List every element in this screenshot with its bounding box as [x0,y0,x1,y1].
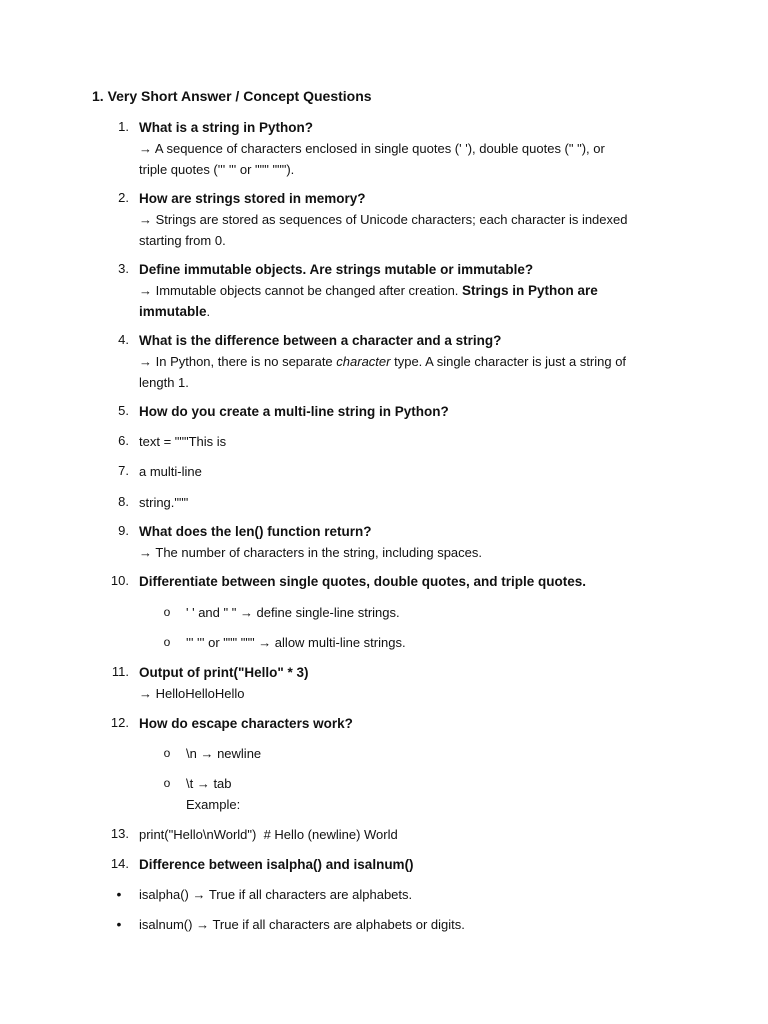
question-text: How do you create a multi-line string in Python? [139,404,449,419]
question-text: Output of print("Hello" * 3) [139,665,309,680]
answer-text: → In Python, there is no separate [139,354,337,369]
question-text: What is the difference between a character and a string? [139,333,502,348]
answer-line: triple quotes (''' ''' or """ """). [139,162,295,177]
sub-marker: o [163,635,171,649]
sub-text: \t → tab [186,776,232,791]
answer-text: → Immutable objects cannot be changed after creation. [139,283,463,298]
answer-italic: character [336,354,391,369]
item-number: 3. [118,261,129,276]
bullet-marker: • [116,916,122,932]
answer-line: → HelloHelloHello [139,686,245,701]
question-text: Difference between isalpha() and isalnum() [139,857,414,872]
answer-text: type. A single character is just a string of [390,354,627,369]
section-heading: 1. Very Short Answer / Concept Questions [92,88,372,104]
item-number: 5. [118,403,129,418]
answer-line [139,301,699,322]
code-line: a multi-line [139,464,202,479]
answer-line: → A sequence of characters enclosed in single quotes (' '), double quotes (" "), or [139,141,605,156]
answer-emphasis: immutable [139,304,207,319]
answer-text: . [206,304,211,319]
sub-marker: o [163,776,171,790]
question-text: What is a string in Python? [139,120,314,135]
item-number: 7. [118,463,129,478]
sub-text: ' ' and " " → define single-line strings. [186,605,400,620]
bullet-text: isalpha() → True if all characters are alphabets. [139,887,413,902]
question-text: What does the len() function return? [139,524,372,539]
item-number: 12. [110,715,129,730]
item-number: 14. [110,856,129,871]
question-text: How do escape characters work? [139,716,353,731]
answer-line [139,351,699,372]
item-number: 1. [118,119,129,134]
item-number: 9. [118,523,129,538]
item-number: 11. [111,664,129,679]
bullet-marker: • [116,886,122,902]
answer-line: → The number of characters in the string, including spaces. [139,545,482,560]
item-number: 10. [110,573,129,588]
answer-line: → Strings are stored as sequences of Unicode characters; each character is indexed [139,212,628,227]
item-number: 6. [118,433,129,448]
answer-line: length 1. [139,375,189,390]
item-number: 13. [110,826,129,841]
code-line: text = """This is [139,434,227,449]
code-line: string.""" [139,495,189,510]
sub-marker: o [163,605,171,619]
answer-line: starting from 0. [139,233,226,248]
item-number: 4. [118,332,129,347]
question-text: Define immutable objects. Are strings mutable or immutable? [139,262,534,277]
item-number: 2. [118,190,129,205]
item-number: 8. [118,494,129,509]
question-text: Differentiate between single quotes, double quotes, and triple quotes. [139,574,587,589]
code-line: print("Hello\nWorld") # Hello (newline) World [139,827,398,842]
example-label: Example: [186,797,241,812]
sub-text: \n → newline [186,746,262,761]
answer-line [139,280,699,301]
question-text: How are strings stored in memory? [139,191,366,206]
bullet-text: isalnum() → True if all characters are alphabets or digits. [139,917,465,932]
answer-emphasis: Strings in Python are [462,283,598,298]
sub-text: ''' ''' or """ """ → allow multi-line strings. [186,635,406,650]
sub-marker: o [163,746,171,760]
